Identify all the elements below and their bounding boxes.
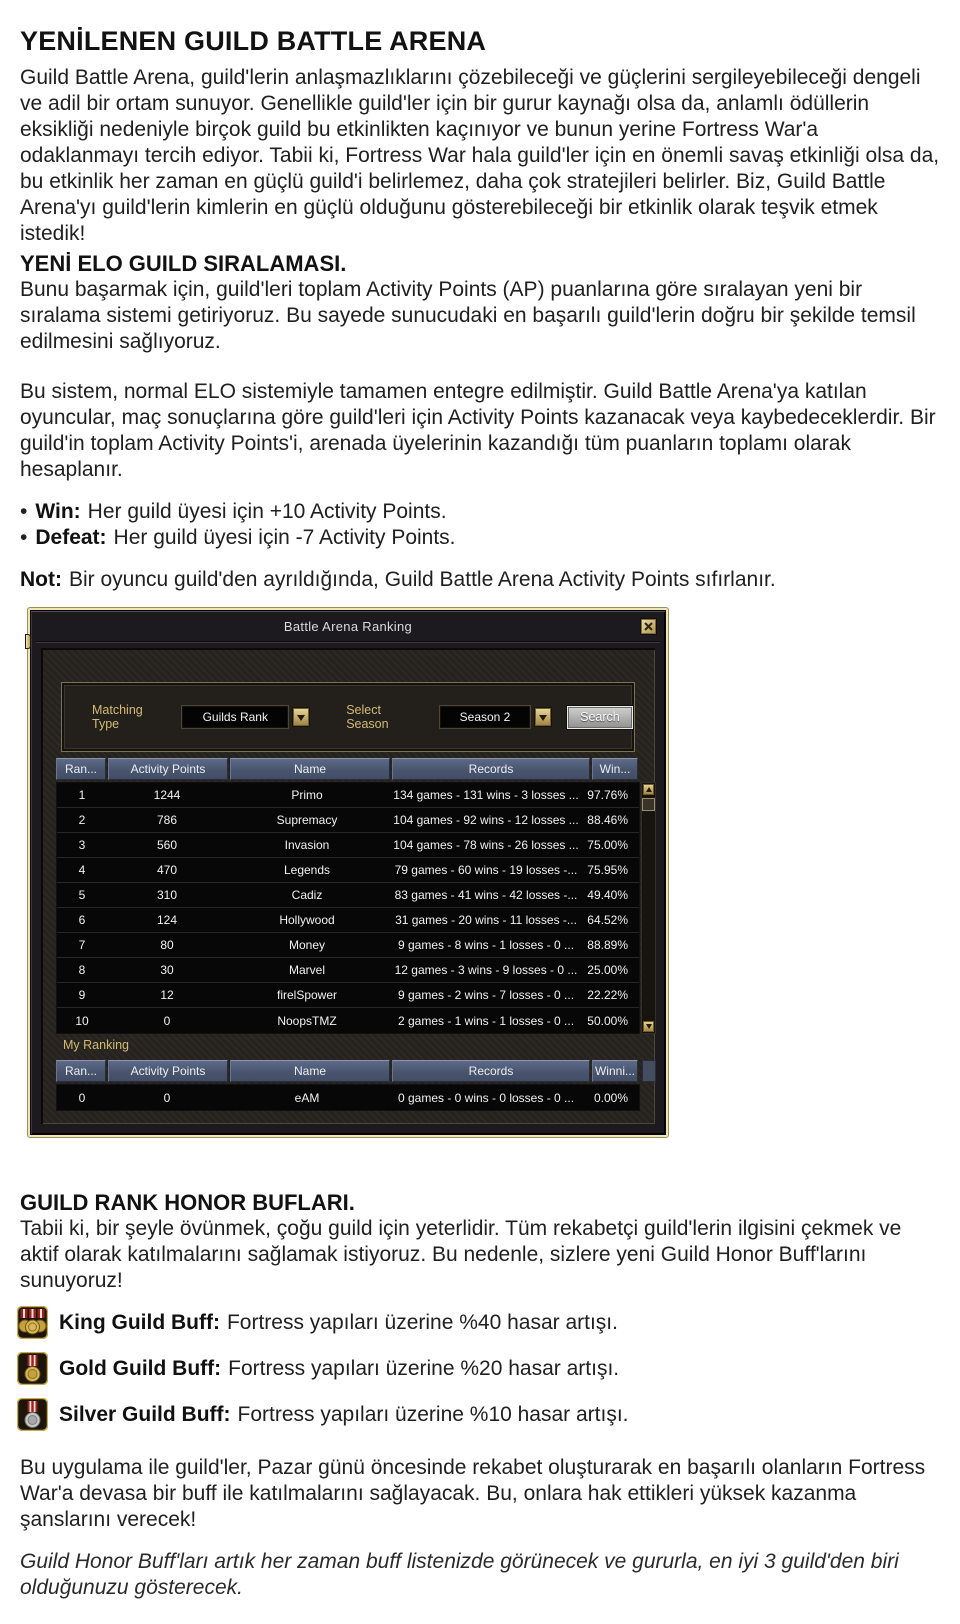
- gold-buff-label: Gold Guild Buff:: [59, 1356, 222, 1380]
- cell-name: Invasion: [284, 838, 330, 852]
- points-bullet-list: [20, 499, 940, 551]
- header-records: Records: [392, 1060, 590, 1082]
- header-name: Name: [230, 1060, 390, 1082]
- cell-ap: 124: [156, 913, 178, 927]
- king-buff-label: King Guild Buff:: [59, 1310, 220, 1334]
- defeat-text: Her guild üyesi için -7 Activity Points.: [113, 526, 456, 549]
- cell-win: 88.46%: [587, 813, 628, 827]
- my-ranking-label: My Ranking: [63, 1038, 129, 1052]
- table-row[interactable]: [57, 783, 639, 808]
- cell-records: 104 games - 92 wins - 12 losses ...: [393, 813, 579, 827]
- gold-buff-text: [59, 1356, 619, 1382]
- king-buff-icon: [17, 1306, 48, 1339]
- bullet-icon: •: [20, 500, 28, 523]
- cell-name: Primo: [291, 788, 323, 802]
- table-header-row: [56, 1060, 656, 1082]
- matching-type-value: Guilds Rank: [202, 710, 268, 724]
- cell-rank: 4: [78, 863, 86, 877]
- window-title: Battle Arena Ranking: [283, 619, 413, 634]
- scroll-down-button[interactable]: [642, 1020, 655, 1033]
- header-rank: Ran...: [56, 758, 106, 780]
- gold-buff-desc: Fortress yapıları üzerine %20 hasar artışı.: [228, 1356, 620, 1380]
- search-button-label: Search: [580, 710, 620, 724]
- win-text: Her guild üyesi için +10 Activity Points.: [87, 500, 447, 523]
- cell-records: 9 games - 2 wins - 7 losses - 0 ...: [397, 988, 575, 1002]
- window-panel: [41, 648, 655, 1124]
- honor-paragraph-1: Tabii ki, bir şeyle övünmek, çoğu guild için yeterlidir. Tüm rekabetçi guild'lerin ilgisini çekmek ve aktif olarak katılmalarını sağlamak istiyoruz. Bu nedenle, sizlere yeni Guild Honor Buff'larını sunuyoruz!: [20, 1217, 902, 1292]
- guild-ranking-table: [56, 758, 656, 1034]
- cell-rank: 6: [78, 913, 86, 927]
- table-row[interactable]: [57, 908, 639, 933]
- scroll-up-button[interactable]: [642, 783, 655, 796]
- close-icon: [644, 622, 653, 631]
- gold-buff-row: [17, 1352, 940, 1385]
- king-buff-desc: Fortress yapıları üzerine %40 hasar artışı.: [226, 1310, 618, 1334]
- intro-paragraph: Guild Battle Arena, guild'lerin anlaşmazlıklarını çözebileceği ve güçlerini sergileyebileceği dengeli ve adil bir ortam sunuyor. Genellikle guild'ler için bir gurur kaynağı olsa da, anlamlı ödüllerin eksikliği nedeniyle birçok guild bu etkinlikten kaçınıyor ve bunun yerine Fortress War'a odaklanmayı tercih ediyor. Tabii ki, Fortress War hala guild'ler için en önemli savaş etkinliği olsa da, bu etkinlik her zaman en güçlü guild'i belirlemez, daha çok stratejileri belirler. Biz, Guild Battle Arena'yı guild'lerin kimlerin en güçlü olduğunu gösterebileceği bir etkinlik olarak teşvik etmek istedik!: [20, 66, 940, 245]
- cell-win: 22.22%: [587, 988, 628, 1002]
- cell-ap: 1244: [153, 788, 181, 802]
- cell-records: 12 games - 3 wins - 9 losses - 0 ...: [394, 963, 578, 977]
- elo-section-heading: YENİ ELO GUILD SIRALAMASI.: [20, 251, 347, 276]
- arrow-down-icon: [646, 1024, 652, 1032]
- bullet-icon: •: [20, 526, 28, 549]
- table-header-row: [56, 758, 656, 780]
- cell-win: 64.52%: [587, 913, 628, 927]
- header-win: Win...: [592, 758, 638, 780]
- defeat-label: Defeat:: [35, 526, 107, 549]
- page-title: YENİLENEN GUILD BATTLE ARENA: [20, 26, 487, 56]
- header-activity-points: Activity Points: [108, 1060, 228, 1082]
- table-row[interactable]: [57, 808, 639, 833]
- season-value: Season 2: [459, 710, 511, 724]
- gold-buff-icon: [17, 1352, 48, 1385]
- cell-records: 83 games - 41 wins - 42 losses -...: [394, 888, 578, 902]
- cell-ap: 560: [156, 838, 178, 852]
- season-dropdown[interactable]: [440, 706, 530, 728]
- frame-hinge: [25, 634, 31, 649]
- cell-name: Legends: [283, 863, 331, 877]
- table-body: [56, 1084, 640, 1111]
- window-frame: [30, 610, 666, 1135]
- header-rank: Ran...: [56, 1060, 106, 1082]
- cell-name: firelSpower: [276, 988, 338, 1002]
- honor-section-heading: GUILD RANK HONOR BUFLARI.: [20, 1190, 355, 1215]
- cell-records: 0 games - 0 wins - 0 losses - 0 ...: [397, 1090, 575, 1105]
- cell-win: 88.89%: [587, 938, 628, 952]
- cell-name: Marvel: [288, 963, 325, 977]
- cell-ap: 310: [156, 888, 178, 902]
- honor-paragraph-2: Bu uygulama ile guild'ler, Pazar günü öncesinde rekabet oluşturarak en başarılı olanların Fortress War'a devasa bir buff ile katılmalarını sağlayacak. Bu, onlara hak ettikleri yüksek kazanma şanslarını verecek!: [20, 1456, 926, 1531]
- cell-name: NoopsTMZ: [277, 1013, 337, 1028]
- note-label: Not:: [20, 568, 62, 591]
- cell-win: 0.00%: [593, 1090, 628, 1105]
- win-label: Win:: [35, 500, 81, 523]
- search-button[interactable]: [566, 705, 634, 730]
- cell-name: Cadiz: [291, 888, 323, 902]
- cell-rank: 5: [78, 888, 86, 902]
- buff-list: [20, 1306, 940, 1431]
- king-buff-text: [59, 1310, 618, 1336]
- scrollbar[interactable]: [641, 782, 656, 1034]
- elo-paragraph-2: Bu sistem, normal ELO sistemiyle tamamen entegre edilmiştir. Guild Battle Arena'ya katılan oyuncular, maç sonuçlarına göre guild'leri için Activity Points kazanacak veya kaybedeceklerdir. Bir guild'in toplam Activity Points'i, arenada üyelerinin kazandığı tüm puanların toplamı olarak hesaplanır.: [20, 380, 936, 481]
- header-records: Records: [392, 758, 590, 780]
- elo-paragraph-1: Bunu başarmak için, guild'leri toplam Activity Points (AP) puanlarına göre sıralayan yeni bir sıralama sistemi getiriyoruz. Bu sayede sunucudaki en başarılı guild'lerin doğru bir şekilde temsil edilmesini sağlıyoruz.: [20, 278, 916, 353]
- battle-arena-ranking-window: [27, 607, 669, 1138]
- win-bullet: [20, 499, 940, 525]
- cell-ap: 12: [160, 988, 174, 1002]
- cell-rank: 1: [78, 788, 86, 802]
- cell-ap: 0: [163, 1090, 171, 1105]
- king-buff-row: [17, 1306, 940, 1339]
- titlebar-divider: [36, 641, 660, 643]
- table-row[interactable]: [57, 833, 639, 858]
- silver-buff-label: Silver Guild Buff:: [59, 1402, 231, 1426]
- matching-type-dropdown[interactable]: [182, 706, 288, 728]
- silver-buff-desc: Fortress yapıları üzerine %10 hasar artışı.: [237, 1402, 629, 1426]
- cell-rank: 10: [75, 1013, 89, 1028]
- cell-rank: 3: [78, 838, 86, 852]
- cell-ap: 0: [163, 1013, 171, 1028]
- my-ranking-table: [56, 1060, 656, 1111]
- chevron-down-icon: [297, 715, 305, 725]
- chevron-down-icon: [539, 715, 547, 725]
- cell-ap: 80: [160, 938, 174, 952]
- cell-win: 50.00%: [587, 1013, 628, 1028]
- note-line: [20, 567, 940, 593]
- cell-name: Hollywood: [279, 913, 335, 927]
- matching-type-dropdown-button[interactable]: [292, 707, 310, 727]
- cell-records: 79 games - 60 wins - 19 losses -...: [394, 863, 578, 877]
- scrollbar-thumb[interactable]: [642, 798, 655, 811]
- select-season-label: Select Season: [346, 703, 389, 731]
- cell-win: 75.00%: [587, 838, 628, 852]
- header-name: Name: [230, 758, 390, 780]
- table-body: [56, 782, 640, 1034]
- cell-win: 75.95%: [587, 863, 628, 877]
- cell-rank: 2: [78, 813, 86, 827]
- cell-records: 2 games - 1 wins - 1 losses - 0 ...: [397, 1013, 575, 1028]
- silver-buff-icon: [17, 1398, 48, 1431]
- cell-win: 25.00%: [587, 963, 628, 977]
- cell-rank: 8: [78, 963, 86, 977]
- honor-paragraph-italic: Guild Honor Buff'ları artık her zaman buff listenizde görünecek ve gururla, en iyi 3 guild'den biri olduğunuzu gösterecek.: [20, 1550, 899, 1599]
- note-text: Bir oyuncu guild'den ayrıldığında, Guild Battle Arena Activity Points sıfırlanır.: [68, 568, 776, 591]
- cell-win: 97.76%: [587, 788, 628, 802]
- cell-rank: 0: [78, 1090, 86, 1105]
- table-row[interactable]: [57, 858, 639, 883]
- cell-ap: 30: [160, 963, 174, 977]
- table-row[interactable]: [57, 933, 639, 958]
- cell-records: 134 games - 131 wins - 3 losses ...: [393, 788, 579, 802]
- silver-buff-text: [59, 1402, 629, 1428]
- table-row[interactable]: [57, 983, 639, 1008]
- close-button[interactable]: [640, 618, 657, 635]
- search-controls-box: [61, 682, 635, 752]
- cell-rank: 7: [78, 938, 86, 952]
- table-row[interactable]: [57, 1085, 639, 1110]
- cell-win: 49.40%: [587, 888, 628, 902]
- cell-ap: 786: [156, 813, 178, 827]
- arrow-up-icon: [646, 784, 652, 792]
- header-winning: Winni...: [592, 1060, 638, 1082]
- cell-name: Money: [288, 938, 326, 952]
- cell-rank: 9: [78, 988, 86, 1002]
- cell-name: eAM: [294, 1090, 320, 1105]
- matching-type-label: Matching Type: [92, 703, 143, 731]
- table-row[interactable]: [57, 1008, 639, 1033]
- scrollbar-header-stub: [642, 1060, 656, 1082]
- season-dropdown-button[interactable]: [534, 707, 552, 727]
- cell-records: 104 games - 78 wins - 26 losses ...: [393, 838, 579, 852]
- table-row[interactable]: [57, 883, 639, 908]
- silver-buff-row: [17, 1398, 940, 1431]
- header-activity-points: Activity Points: [108, 758, 228, 780]
- defeat-bullet: [20, 525, 940, 551]
- cell-records: 9 games - 8 wins - 1 losses - 0 ...: [397, 938, 575, 952]
- cell-name: Supremacy: [276, 813, 338, 827]
- cell-ap: 470: [156, 863, 178, 877]
- table-row[interactable]: [57, 958, 639, 983]
- cell-records: 31 games - 20 wins - 11 losses -...: [395, 913, 577, 927]
